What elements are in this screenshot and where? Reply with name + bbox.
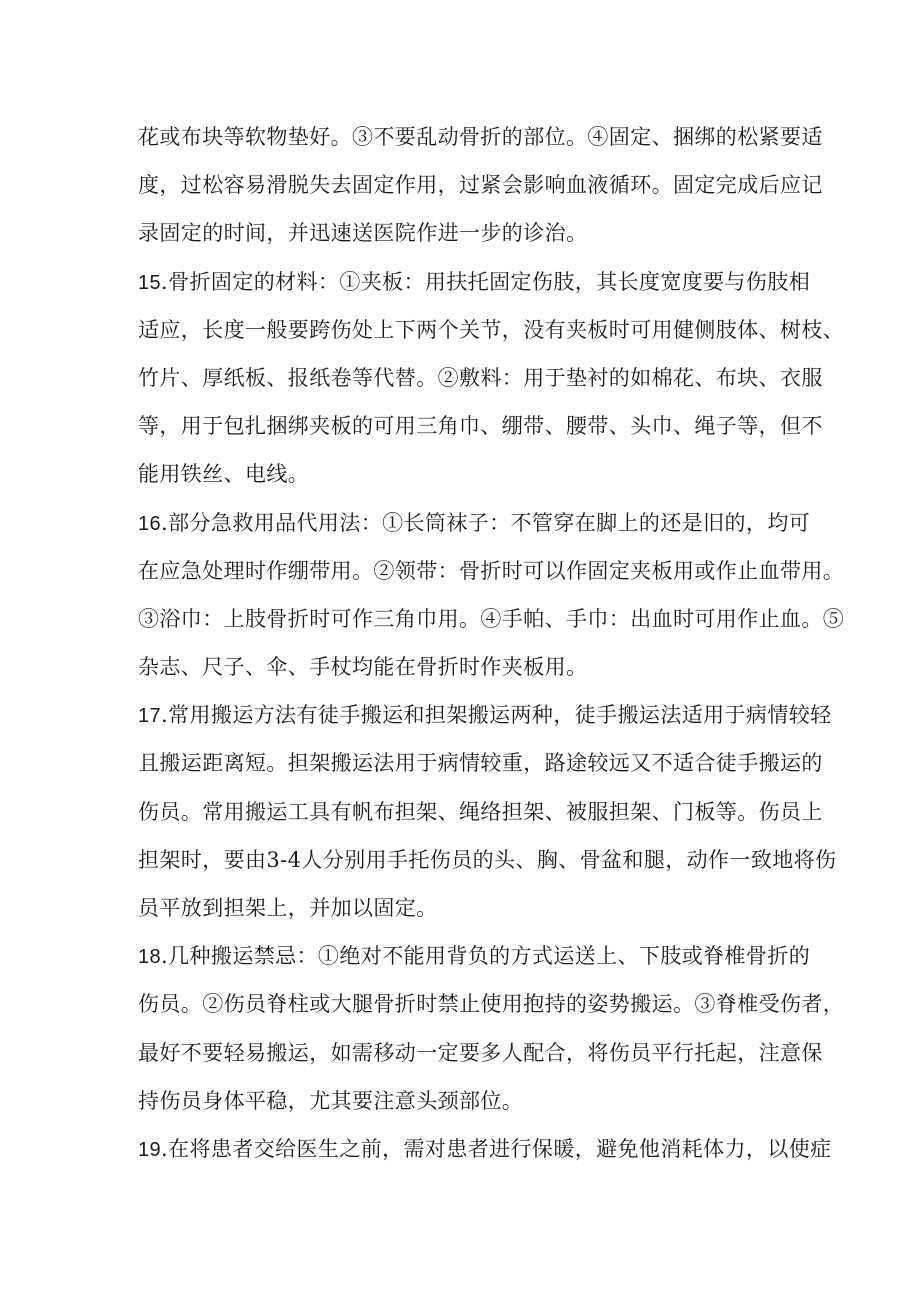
line-text: .骨折固定的材料：①夹板：用扶托固定伤肢，其长度宽度要与伤肢相: [161, 269, 811, 294]
line-text: .部分急救用品代用法：①长筒袜子：不管穿在脚上的还是旧的，均可: [161, 510, 811, 535]
paragraph-line: [138, 306, 845, 354]
line-text: 且搬运距离短。担架搬运法用于病情较重，路途较远又不适合徒手搬运的: [138, 751, 823, 776]
line-text: .在将患者交给医生之前，需对患者进行保暖，避免他消耗体力，以使症: [161, 1136, 832, 1161]
paragraph-line: [138, 595, 845, 643]
paragraph-line: [138, 739, 823, 787]
line-text: 伤员。②伤员脊柱或大腿骨折时禁止使用抱持的姿势搬运。③脊椎受伤者，: [138, 992, 845, 1017]
paragraph-line: [138, 980, 845, 1028]
line-text: 适应，长度一般要跨伤处上下两个关节，没有夹板时可用健侧肢体、树枝、: [138, 317, 845, 342]
item-number: 18: [138, 946, 162, 969]
numbered-paragraph-line: [138, 932, 811, 980]
paragraph-line: [138, 788, 823, 836]
line-text: ③浴巾：上肢骨折时可作三角巾用。④手帕、手巾：出血时可用作止血。⑤: [138, 606, 845, 631]
line-text: 竹片、厚纸板、报纸卷等代替。②敷料：用于垫衬的如棉花、布块、衣服: [138, 365, 823, 390]
document-body: [138, 113, 845, 1173]
item-number: 16: [138, 512, 162, 535]
item-number: 15: [138, 271, 162, 294]
paragraph-line: [138, 402, 823, 450]
paragraph-line: [138, 547, 845, 595]
numbered-paragraph-line: [138, 258, 811, 306]
numbered-paragraph-line: [138, 1125, 832, 1173]
line-text: 伤员。常用搬运工具有帆布担架、绳络担架、被服担架、门板等。伤员上: [138, 799, 823, 824]
line-text: 最好不要轻易搬运，如需移动一定要多人配合，将伤员平行托起，注意保: [138, 1040, 823, 1065]
line-text: .几种搬运禁忌：①绝对不能用背负的方式运送上、下肢或脊椎骨折的: [161, 944, 811, 969]
line-text: 等，用于包扎捆绑夹板的可用三角巾、绷带、腰带、头巾、绳子等，但不: [138, 414, 823, 439]
paragraph-line: [138, 1029, 823, 1077]
paragraph-line: [138, 161, 823, 209]
paragraph-line: [138, 113, 823, 161]
line-text: 度，过松容易滑脱失去固定作用，过紧会影响血液循环。固定完成后应记: [138, 173, 823, 198]
line-text: 录固定的时间，并迅速送医院作进一步的诊治。: [138, 221, 588, 246]
line-text: 杂志、尺子、伞、手杖均能在骨折时作夹板用。: [138, 655, 588, 680]
line-text: 能用铁丝、电线。: [138, 462, 310, 487]
paragraph-line: [138, 450, 798, 498]
paragraph-line: [138, 354, 823, 402]
line-text: 担架时，要由3-4人分别用手托伤员的头、胸、骨盆和腿，动作一致地将伤: [138, 847, 837, 872]
paragraph-line: [138, 209, 798, 257]
paragraph-line: [138, 1077, 798, 1125]
line-text: 员平放到担架上，并加以固定。: [138, 896, 438, 920]
numbered-paragraph-line: [138, 499, 811, 547]
paragraph-line: [138, 884, 798, 932]
line-text: 花或布块等软物垫好。③不要乱动骨折的部位。④固定、捆绑的松紧要适: [138, 125, 823, 149]
line-text: .常用搬运方法有徒手搬运和担架搬运两种，徒手搬运法适用于病情较轻: [161, 703, 832, 728]
line-text: 持伤员身体平稳，尤其要注意头颈部位。: [138, 1088, 524, 1113]
numbered-paragraph-line: [138, 691, 832, 739]
paragraph-line: [138, 643, 798, 691]
item-number: 17: [138, 705, 162, 728]
line-text: 在应急处理时作绷带用。②领带：骨折时可以作固定夹板用或作止血带用。: [138, 558, 845, 583]
item-number: 19: [138, 1138, 162, 1161]
paragraph-line: [138, 836, 837, 884]
